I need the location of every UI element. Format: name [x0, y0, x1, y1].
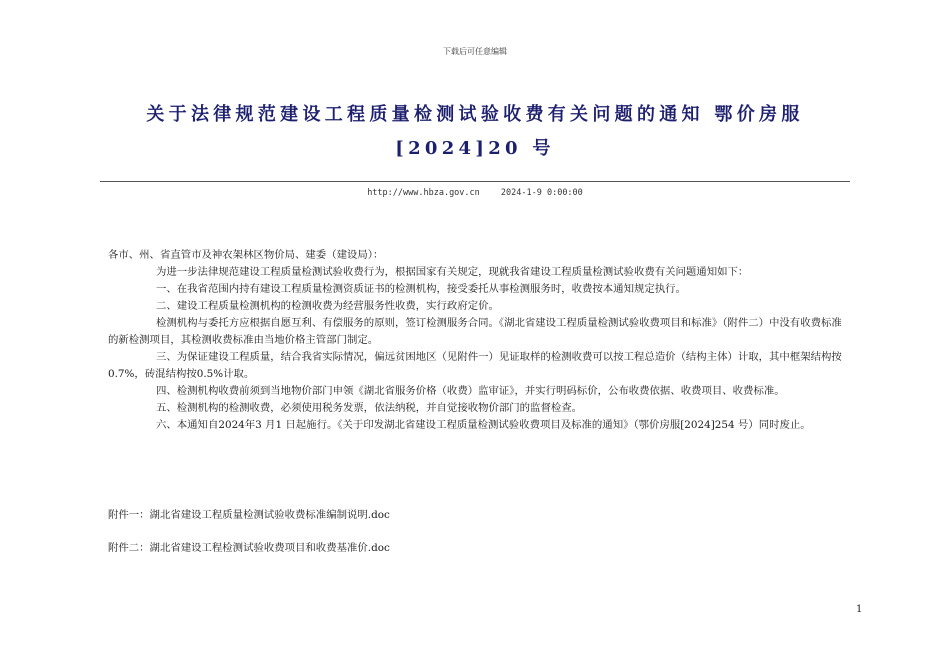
paragraph: 检测机构与委托方应根据自愿互利、有偿服务的原则，签订检测服务合同。《湖北省建设工程质量检测试验收费项目和标准》（附件二）中没有收费标准的新检测项目，其检测收费标准由当地价格主管部门制定。: [108, 317, 842, 346]
paragraph: 二、建设工程质量检测机构的检测收费为经营服务性收费，实行政府定价。: [156, 300, 499, 312]
attachment-link-2[interactable]: 附件二：湖北省建设工程检测试验收费项目和收费基准价.doc: [108, 542, 390, 554]
source-url[interactable]: http://www.hbza.gov.cn: [367, 188, 480, 198]
attachment-item: [108, 508, 843, 522]
page-number: 1: [856, 604, 863, 615]
attachments-list: [108, 508, 843, 574]
attachment-link-1[interactable]: 附件一：湖北省建设工程质量检测试验收费标准编制说明.doc: [108, 509, 390, 521]
attachment-item: [108, 541, 843, 555]
paragraph: 六、本通知自2024年3 月1 日起施行。《关于印发湖北省建设工程质量检测试验收费项目及标准的通知》（鄂价房服[2024]254 号）同时废止。: [156, 419, 811, 431]
salutation: 各市、州、省直管市及神农架林区物价局、建委（建设局）：: [108, 249, 384, 261]
paragraph: 为进一步法律规范建设工程质量检测试验收费行为，根据国家有关规定，现就我省建设工程质量检测试验收费有关问题通知如下：: [156, 266, 749, 278]
publish-date: 2024-1-9 0:00:00: [500, 188, 583, 198]
title-divider: [100, 181, 850, 182]
document-title: 关于法律规范建设工程质量检测试验收费有关问题的通知 鄂价房服[2024]20 号: [146, 104, 804, 159]
document-body: [108, 247, 843, 434]
paragraph: 三、为保证建设工程质量，结合我省实际情况，偏远贫困地区（见附件一）见证取样的检测收费可以按工程总造价（结构主体）计取，其中框架结构按0.7%，砖混结构按0.5%计取。: [108, 351, 842, 380]
paragraph: 五、检测机构的检测收费，必须使用税务发票，依法纳税，并自觉接收物价部门的监督检查。: [156, 402, 583, 414]
paragraph: 一、在我省范围内持有建设工程质量检测资质证书的检测机构，接受委托从事检测服务时，收费按本通知规定执行。: [156, 283, 686, 295]
page-header-note: 下载后可任意编辑: [443, 47, 507, 56]
paragraph: 四、检测机构收费前须到当地物价部门申领《湖北省服务价格（收费）监审证》，并实行明码标价，公布收费依据、收费项目、收费标准。: [156, 385, 785, 397]
source-meta: [0, 188, 950, 198]
